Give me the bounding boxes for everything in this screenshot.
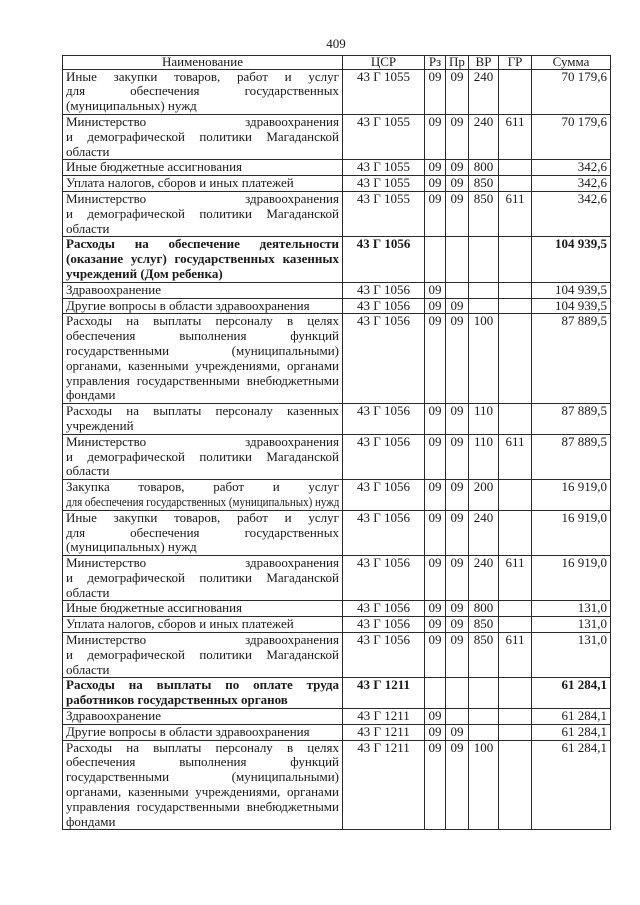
cell-sum: 342,6 bbox=[532, 191, 611, 236]
cell-rz: 09 bbox=[425, 724, 446, 740]
budget-table bbox=[62, 55, 611, 830]
cell-vr: 240 bbox=[469, 69, 499, 114]
cell-sum: 16 919,0 bbox=[532, 480, 611, 511]
table-row bbox=[63, 709, 611, 725]
cell-csr: 43 Г 1056 bbox=[343, 617, 425, 633]
table-row bbox=[63, 176, 611, 192]
cell-name-line: Расходы на выплаты персоналу казенных bbox=[66, 403, 339, 419]
cell-rz: 09 bbox=[425, 314, 446, 404]
cell-pr: 09 bbox=[446, 434, 469, 479]
cell-sum: 16 919,0 bbox=[532, 510, 611, 555]
table-row bbox=[63, 404, 611, 435]
cell-name-line: Министерство здравоохранения bbox=[66, 555, 339, 571]
cell-name-line: (муниципальных) нужд bbox=[66, 539, 197, 555]
cell-name-line: Расходы на выплаты персоналу в целях bbox=[66, 739, 339, 755]
table-row bbox=[63, 298, 611, 314]
cell-vr: 800 bbox=[469, 601, 499, 617]
cell-gr bbox=[499, 314, 532, 404]
cell-name-line: Министерство здравоохранения bbox=[66, 190, 339, 206]
cell-name-line: для обеспечения государственных bbox=[66, 524, 339, 540]
cell-gr bbox=[499, 510, 532, 555]
table-row bbox=[63, 740, 611, 830]
cell-name-line: и демографической политики Магаданской bbox=[66, 569, 339, 585]
cell-rz bbox=[425, 237, 446, 282]
cell-gr: 611 bbox=[499, 114, 532, 159]
cell-name bbox=[63, 282, 343, 298]
cell-name-line: Иные бюджетные ассигнования bbox=[66, 159, 243, 175]
cell-rz: 09 bbox=[425, 191, 446, 236]
cell-sum: 104 939,5 bbox=[532, 298, 611, 314]
cell-pr: 09 bbox=[446, 69, 469, 114]
cell-name bbox=[63, 633, 343, 678]
cell-csr: 43 Г 1056 bbox=[343, 633, 425, 678]
cell-pr bbox=[446, 709, 469, 725]
cell-name bbox=[63, 556, 343, 601]
cell-gr bbox=[499, 282, 532, 298]
cell-name-line: Расходы на выплаты персоналу в целях bbox=[66, 313, 339, 329]
cell-name bbox=[63, 404, 343, 435]
cell-rz: 09 bbox=[425, 480, 446, 511]
cell-csr: 43 Г 1056 bbox=[343, 601, 425, 617]
cell-vr bbox=[469, 709, 499, 725]
cell-rz: 09 bbox=[425, 404, 446, 435]
cell-name-line: обеспечения выполнения функций bbox=[66, 328, 339, 344]
cell-name bbox=[63, 480, 343, 511]
table-row-section bbox=[63, 237, 611, 282]
cell-sum: 61 284,1 bbox=[532, 678, 611, 709]
header-pr: Пр bbox=[446, 56, 469, 70]
table-body bbox=[63, 69, 611, 830]
cell-sum: 131,0 bbox=[532, 633, 611, 678]
cell-name-line: Иные закупки товаров, работ и услуг bbox=[66, 68, 339, 84]
cell-csr: 43 Г 1056 bbox=[343, 314, 425, 404]
cell-name-line: Другие вопросы в области здравоохранения bbox=[66, 723, 310, 739]
cell-gr: 611 bbox=[499, 633, 532, 678]
cell-gr bbox=[499, 740, 532, 830]
cell-vr: 240 bbox=[469, 556, 499, 601]
cell-pr: 09 bbox=[446, 298, 469, 314]
cell-sum: 104 939,5 bbox=[532, 282, 611, 298]
cell-gr bbox=[499, 404, 532, 435]
cell-name bbox=[63, 740, 343, 830]
table-row bbox=[63, 191, 611, 236]
cell-csr: 43 Г 1211 bbox=[343, 740, 425, 830]
header-csr: ЦСР bbox=[343, 56, 425, 70]
cell-name bbox=[63, 69, 343, 114]
cell-vr: 110 bbox=[469, 434, 499, 479]
cell-csr: 43 Г 1056 bbox=[343, 556, 425, 601]
cell-rz: 09 bbox=[425, 709, 446, 725]
cell-csr: 43 Г 1056 bbox=[343, 404, 425, 435]
cell-name-line: Другие вопросы в области здравоохранения bbox=[66, 297, 310, 313]
cell-name-line: Министерство здравоохранения bbox=[66, 632, 339, 648]
cell-rz: 09 bbox=[425, 69, 446, 114]
table-row bbox=[63, 601, 611, 617]
cell-name-line: и демографической политики Магаданской bbox=[66, 448, 339, 464]
cell-name bbox=[63, 298, 343, 314]
cell-name-line: работников государственных органов bbox=[66, 692, 288, 708]
cell-sum: 87 889,5 bbox=[532, 434, 611, 479]
cell-gr bbox=[499, 176, 532, 192]
cell-vr bbox=[469, 282, 499, 298]
cell-name-line: органами, казенными учреждениями, органами bbox=[66, 357, 339, 373]
cell-csr: 43 Г 1056 bbox=[343, 434, 425, 479]
cell-name-line: Министерство здравоохранения bbox=[66, 433, 339, 449]
header-gr: ГР bbox=[499, 56, 532, 70]
table-row bbox=[63, 314, 611, 404]
cell-vr: 100 bbox=[469, 740, 499, 830]
cell-name-line: (оказание услуг) государственных казенных bbox=[66, 251, 339, 267]
cell-csr: 43 Г 1055 bbox=[343, 160, 425, 176]
table-header-row bbox=[63, 56, 611, 70]
cell-rz: 09 bbox=[425, 601, 446, 617]
cell-csr: 43 Г 1056 bbox=[343, 510, 425, 555]
cell-rz: 09 bbox=[425, 740, 446, 830]
cell-sum: 70 179,6 bbox=[532, 114, 611, 159]
table-row bbox=[63, 114, 611, 159]
table-row bbox=[63, 282, 611, 298]
cell-name-line: Расходы на выплаты по оплате труда bbox=[66, 677, 339, 693]
cell-name-line: управления государственными внебюджетными bbox=[66, 372, 339, 388]
cell-name bbox=[63, 601, 343, 617]
cell-pr: 09 bbox=[446, 617, 469, 633]
table-row bbox=[63, 633, 611, 678]
cell-name bbox=[63, 617, 343, 633]
cell-name-line: учреждений (Дом ребенка) bbox=[66, 265, 223, 281]
cell-sum: 342,6 bbox=[532, 160, 611, 176]
cell-pr bbox=[446, 282, 469, 298]
cell-name bbox=[63, 191, 343, 236]
cell-name-line: области bbox=[66, 220, 110, 236]
cell-gr bbox=[499, 709, 532, 725]
cell-name-line: Здравоохранение bbox=[66, 281, 161, 297]
cell-name-line: Уплата налогов, сборов и иных платежей bbox=[66, 175, 294, 191]
table-row bbox=[63, 160, 611, 176]
cell-gr bbox=[499, 298, 532, 314]
cell-pr: 09 bbox=[446, 510, 469, 555]
cell-name-line: и демографической политики Магаданской bbox=[66, 646, 339, 662]
cell-name-line: Расходы на обеспечение деятельности bbox=[66, 236, 339, 252]
cell-pr bbox=[446, 678, 469, 709]
cell-name bbox=[63, 237, 343, 282]
cell-name bbox=[63, 678, 343, 709]
table-row bbox=[63, 69, 611, 114]
cell-name-line: Иные закупки товаров, работ и услуг bbox=[66, 509, 339, 525]
cell-gr bbox=[499, 480, 532, 511]
cell-pr: 09 bbox=[446, 404, 469, 435]
cell-name-line: и демографической политики Магаданской bbox=[66, 205, 339, 221]
cell-pr: 09 bbox=[446, 160, 469, 176]
cell-vr bbox=[469, 237, 499, 282]
cell-vr: 850 bbox=[469, 633, 499, 678]
cell-vr: 800 bbox=[469, 160, 499, 176]
cell-csr: 43 Г 1055 bbox=[343, 69, 425, 114]
cell-rz: 09 bbox=[425, 510, 446, 555]
cell-name-line: Закупка товаров, работ и услуг bbox=[66, 479, 339, 495]
cell-gr bbox=[499, 160, 532, 176]
cell-name-line: фондами bbox=[66, 813, 116, 829]
cell-sum: 61 284,1 bbox=[532, 724, 611, 740]
cell-rz: 09 bbox=[425, 114, 446, 159]
cell-rz: 09 bbox=[425, 434, 446, 479]
table-row bbox=[63, 434, 611, 479]
cell-sum: 131,0 bbox=[532, 601, 611, 617]
cell-rz bbox=[425, 678, 446, 709]
cell-pr: 09 bbox=[446, 176, 469, 192]
cell-name-line: области bbox=[66, 463, 110, 479]
cell-pr: 09 bbox=[446, 556, 469, 601]
cell-sum: 342,6 bbox=[532, 176, 611, 192]
cell-vr: 240 bbox=[469, 510, 499, 555]
cell-vr: 240 bbox=[469, 114, 499, 159]
cell-gr bbox=[499, 617, 532, 633]
table-row bbox=[63, 617, 611, 633]
cell-sum: 87 889,5 bbox=[532, 404, 611, 435]
table-row bbox=[63, 724, 611, 740]
cell-sum: 61 284,1 bbox=[532, 740, 611, 830]
cell-name-line: органами, казенными учреждениями, органами bbox=[66, 784, 339, 800]
cell-name-line: государственными (муниципальными) bbox=[66, 342, 339, 358]
cell-vr: 110 bbox=[469, 404, 499, 435]
cell-name-line: области bbox=[66, 661, 110, 677]
cell-vr bbox=[469, 724, 499, 740]
cell-vr: 850 bbox=[469, 617, 499, 633]
table-row-section bbox=[63, 678, 611, 709]
cell-rz: 09 bbox=[425, 556, 446, 601]
cell-name bbox=[63, 176, 343, 192]
cell-name bbox=[63, 434, 343, 479]
cell-csr: 43 Г 1211 bbox=[343, 709, 425, 725]
cell-gr bbox=[499, 678, 532, 709]
header-name: Наименование bbox=[63, 56, 343, 70]
cell-name-line: управления государственными внебюджетными bbox=[66, 798, 339, 814]
cell-pr: 09 bbox=[446, 314, 469, 404]
cell-pr: 09 bbox=[446, 633, 469, 678]
cell-vr: 200 bbox=[469, 480, 499, 511]
cell-gr bbox=[499, 601, 532, 617]
cell-rz: 09 bbox=[425, 176, 446, 192]
cell-rz: 09 bbox=[425, 617, 446, 633]
cell-pr: 09 bbox=[446, 114, 469, 159]
table-row bbox=[63, 480, 611, 511]
cell-pr: 09 bbox=[446, 601, 469, 617]
cell-name bbox=[63, 709, 343, 725]
cell-vr: 850 bbox=[469, 176, 499, 192]
cell-name-line: области bbox=[66, 143, 110, 159]
cell-gr bbox=[499, 69, 532, 114]
page-number: 409 bbox=[326, 36, 346, 51]
cell-name-line: учреждений bbox=[66, 417, 134, 433]
cell-csr: 43 Г 1055 bbox=[343, 176, 425, 192]
cell-pr: 09 bbox=[446, 740, 469, 830]
cell-pr: 09 bbox=[446, 724, 469, 740]
cell-vr: 100 bbox=[469, 314, 499, 404]
header-sum: Сумма bbox=[532, 56, 611, 70]
cell-pr bbox=[446, 237, 469, 282]
table-row bbox=[63, 510, 611, 555]
cell-name bbox=[63, 724, 343, 740]
cell-sum: 87 889,5 bbox=[532, 314, 611, 404]
cell-name-line: для обеспечения государственных bbox=[66, 83, 339, 99]
cell-name-line: области bbox=[66, 584, 110, 600]
cell-gr: 611 bbox=[499, 191, 532, 236]
cell-vr bbox=[469, 678, 499, 709]
cell-name-line: государственными (муниципальными) bbox=[66, 769, 339, 785]
cell-gr bbox=[499, 237, 532, 282]
cell-csr: 43 Г 1055 bbox=[343, 191, 425, 236]
cell-name-line: Уплата налогов, сборов и иных платежей bbox=[66, 616, 294, 632]
cell-name bbox=[63, 314, 343, 404]
cell-rz: 09 bbox=[425, 282, 446, 298]
cell-rz: 09 bbox=[425, 160, 446, 176]
header-rz: Рз bbox=[425, 56, 446, 70]
cell-gr bbox=[499, 724, 532, 740]
cell-csr: 43 Г 1056 bbox=[343, 237, 425, 282]
cell-csr: 43 Г 1056 bbox=[343, 282, 425, 298]
table-row bbox=[63, 556, 611, 601]
cell-name-line: и демографической политики Магаданской bbox=[66, 128, 339, 144]
cell-name-line: обеспечения выполнения функций bbox=[66, 754, 339, 770]
cell-sum: 16 919,0 bbox=[532, 556, 611, 601]
cell-name bbox=[63, 160, 343, 176]
cell-csr: 43 Г 1056 bbox=[343, 298, 425, 314]
cell-name-line: для обеспечения государственных (муниципальных) нужд bbox=[66, 493, 340, 509]
cell-vr: 850 bbox=[469, 191, 499, 236]
cell-sum: 104 939,5 bbox=[532, 237, 611, 282]
cell-csr: 43 Г 1056 bbox=[343, 480, 425, 511]
cell-rz: 09 bbox=[425, 633, 446, 678]
cell-name-line: Министерство здравоохранения bbox=[66, 113, 339, 129]
cell-csr: 43 Г 1055 bbox=[343, 114, 425, 159]
cell-name-line: Иные бюджетные ассигнования bbox=[66, 600, 243, 616]
cell-gr: 611 bbox=[499, 556, 532, 601]
cell-csr: 43 Г 1211 bbox=[343, 724, 425, 740]
cell-rz: 09 bbox=[425, 298, 446, 314]
cell-sum: 70 179,6 bbox=[532, 69, 611, 114]
cell-sum: 61 284,1 bbox=[532, 709, 611, 725]
cell-gr: 611 bbox=[499, 434, 532, 479]
cell-vr bbox=[469, 298, 499, 314]
cell-name-line: фондами bbox=[66, 387, 116, 403]
cell-sum: 131,0 bbox=[532, 617, 611, 633]
cell-name bbox=[63, 114, 343, 159]
cell-name-line: Здравоохранение bbox=[66, 708, 161, 724]
header-vr: ВР bbox=[469, 56, 499, 70]
cell-pr: 09 bbox=[446, 480, 469, 511]
cell-name bbox=[63, 510, 343, 555]
cell-name-line: (муниципальных) нужд bbox=[66, 98, 197, 114]
cell-pr: 09 bbox=[446, 191, 469, 236]
cell-csr: 43 Г 1211 bbox=[343, 678, 425, 709]
